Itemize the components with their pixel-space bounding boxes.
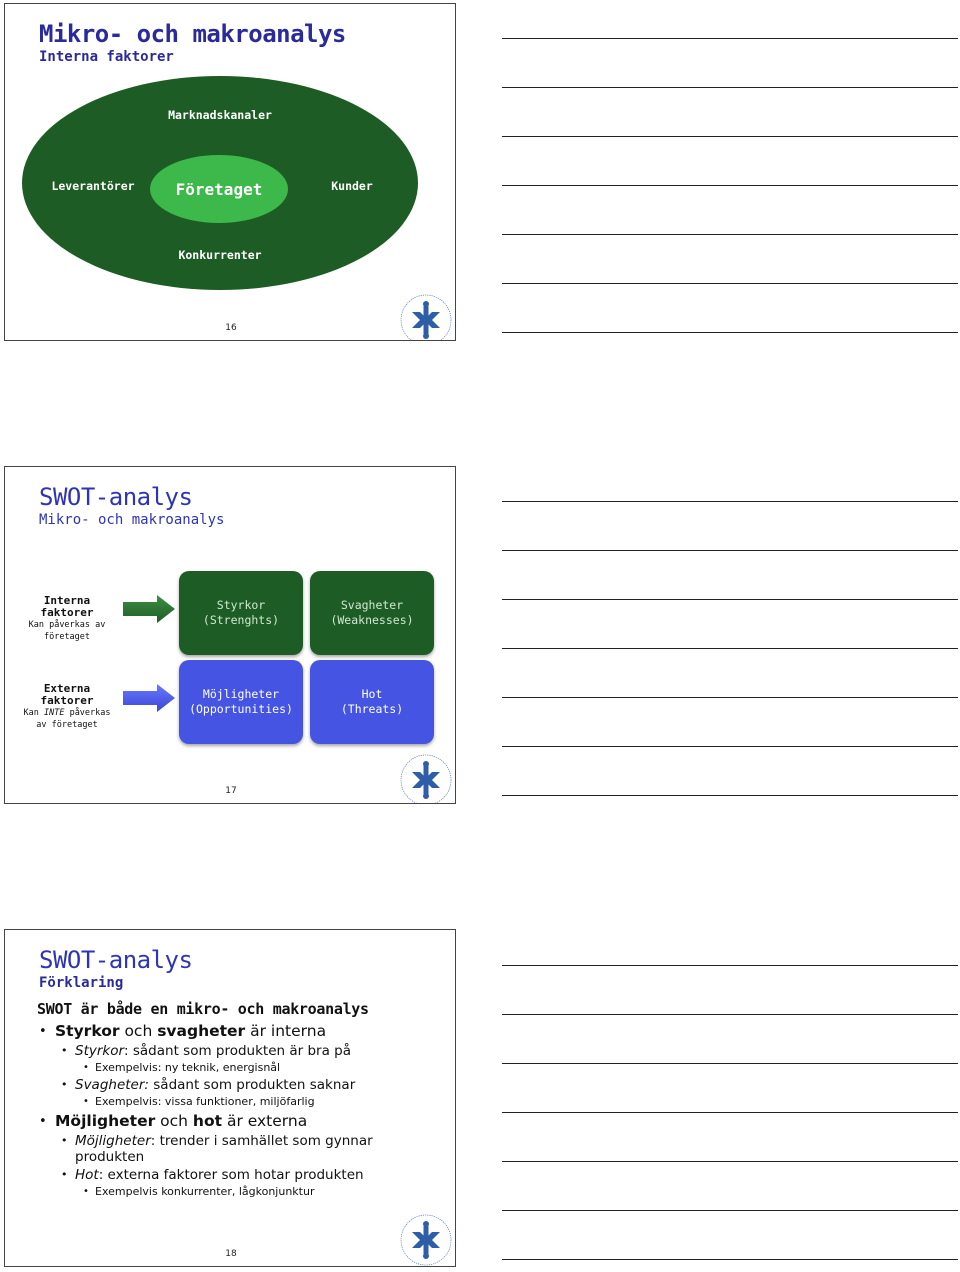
slide-title: SWOT-analys (39, 483, 193, 511)
slide-16 (4, 3, 456, 341)
slide-subtitle: Förklaring (39, 975, 124, 991)
slide-content (37, 1000, 447, 1201)
list-item: • Svagheter: sådant som produkten saknar (37, 1077, 447, 1093)
list-item: • Möjligheter: trender i samhället som gynnar produkten (37, 1133, 405, 1165)
page-number: 18 (225, 1249, 237, 1259)
note-line (502, 1112, 958, 1113)
slide-title: Mikro- och makroanalys (39, 20, 346, 48)
page-number: 16 (225, 323, 237, 333)
note-line (502, 648, 958, 649)
slide-subtitle: Mikro- och makroanalys (39, 512, 225, 528)
note-line (502, 795, 958, 796)
note-line (502, 1259, 958, 1260)
note-line (502, 1210, 958, 1211)
university-logo-icon (400, 754, 452, 804)
label-kunder: Kunder (331, 179, 373, 193)
university-logo-icon (400, 1214, 452, 1266)
university-logo-icon (400, 294, 452, 341)
internal-factors-label: Interna faktorer Kan påverkas av företaget (28, 594, 106, 642)
bullet-list (37, 1022, 447, 1199)
list-item: • Styrkor: sådant som produkten är bra på (37, 1043, 447, 1059)
note-line (502, 87, 958, 88)
slide-18 (4, 929, 456, 1267)
note-line (502, 185, 958, 186)
note-line (502, 332, 958, 333)
note-line (502, 1063, 958, 1064)
slide-title: SWOT-analys (39, 946, 193, 974)
lead-text: SWOT är både en mikro- och makroanalys (37, 1000, 369, 1018)
list-item: • Exempelvis: ny teknik, energisnål (37, 1061, 447, 1075)
list-item: • Möjligheter och hot är externa (37, 1112, 447, 1131)
note-line (502, 965, 958, 966)
note-line (502, 283, 958, 284)
slide-17 (4, 466, 456, 804)
note-line (502, 1014, 958, 1015)
list-item: • Exempelvis: vissa funktioner, miljöfarlig (37, 1095, 447, 1109)
arrow-right-green-icon (121, 593, 177, 625)
note-line (502, 136, 958, 137)
slide-subtitle: Interna faktorer (39, 49, 174, 65)
opportunities-box: Möjligheter (Opportunities) (179, 660, 303, 744)
arrow-right-blue-icon (121, 682, 177, 714)
note-line (502, 501, 958, 502)
note-line (502, 234, 958, 235)
list-item: • Exempelvis konkurrenter, lågkonjunktur (37, 1185, 447, 1199)
note-line (502, 550, 958, 551)
note-line (502, 746, 958, 747)
strengths-box: Styrkor (Strenghts) (179, 571, 303, 655)
label-marknadskanaler: Marknadskanaler (168, 108, 272, 122)
list-item: • Styrkor och svagheter är interna (37, 1022, 447, 1041)
note-line (502, 599, 958, 600)
company-ellipse: Företaget (150, 155, 288, 223)
note-line (502, 38, 958, 39)
note-line (502, 1161, 958, 1162)
note-line (502, 697, 958, 698)
external-factors-label: Externa faktorer Kan INTE påverkas av företaget (23, 682, 111, 730)
page-number: 17 (225, 786, 237, 796)
threats-box: Hot (Threats) (310, 660, 434, 744)
weaknesses-box: Svagheter (Weaknesses) (310, 571, 434, 655)
list-item: • Hot: externa faktorer som hotar produkten (37, 1167, 447, 1183)
label-konkurrenter: Konkurrenter (178, 248, 262, 262)
label-leverantorer: Leverantörer (51, 179, 135, 193)
